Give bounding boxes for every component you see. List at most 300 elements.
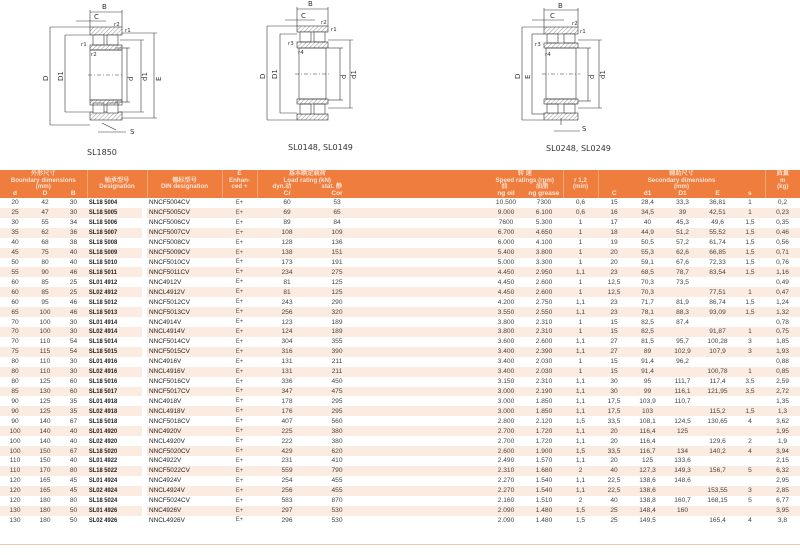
label-C: C (550, 12, 555, 20)
cell-D1: 133,6 (665, 456, 700, 466)
cell-s: 1 (735, 367, 765, 377)
cell-B: 40 (60, 258, 87, 268)
cell-B: 46 (60, 267, 87, 277)
cell-Cor: 189 (317, 327, 357, 337)
table-row (0, 446, 800, 456)
cell-enhanced: E+ (222, 396, 257, 406)
cell-d1: 148,4 (630, 506, 665, 516)
cell-B: 54 (60, 337, 87, 347)
cell-B: 80 (60, 466, 87, 476)
cell-D1: 87,4 (665, 317, 700, 327)
cell-mass: 0,35 (765, 218, 800, 228)
cell-Cor: 290 (317, 297, 357, 307)
cell-ng-grease: 4.650 (525, 228, 563, 238)
cell-C: 40 (598, 496, 630, 506)
cell-d: 100 (0, 426, 30, 436)
cell-din-designation: NNCL4914V (147, 327, 222, 337)
cell-d1: 70,3 (630, 277, 665, 287)
label-E: E (524, 74, 532, 79)
cell-B: 30 (60, 198, 87, 208)
cell-enhanced: E+ (222, 496, 257, 506)
cell-ng-grease: 1.540 (525, 486, 563, 496)
cell-designation: SL01 4926 (87, 506, 142, 516)
cell-E: 83,54 (700, 267, 735, 277)
header-boundary-dimensions: 外形尺寸 Boundary dimensions (mm) (0, 170, 87, 191)
cell-s: 3 (735, 347, 765, 357)
table-row (0, 436, 800, 446)
cell-D: 115 (30, 347, 60, 357)
cell-Cor: 355 (317, 337, 357, 347)
cell-E: 66,85 (700, 248, 735, 258)
cell-enhanced: E+ (222, 297, 257, 307)
cell-designation: SL01 4914 (87, 317, 142, 327)
cell-enhanced: E+ (222, 327, 257, 337)
cell-d1: 103,9 (630, 396, 665, 406)
label-d: d (340, 74, 348, 79)
cell-r12: 1 (563, 218, 598, 228)
cell-ng-grease: 7300 (525, 198, 563, 208)
cell-mass: 0,49 (765, 277, 800, 287)
cell-ng-oil: 3.000 (487, 396, 525, 406)
cell-d1: 116,7 (630, 446, 665, 456)
cell-E (700, 357, 735, 367)
cell-d1: 28,4 (630, 198, 665, 208)
cell-E: 168,15 (700, 496, 735, 506)
cell-d1: 149,5 (630, 516, 665, 526)
cell-D1: 96,2 (665, 357, 700, 367)
cell-E: 61,74 (700, 238, 735, 248)
table-row (0, 357, 800, 367)
cell-mass: 0,56 (765, 238, 800, 248)
cell-designation: SL02 4914 (87, 327, 142, 337)
cell-din-designation: NNCL4918V (147, 406, 222, 416)
cell-ng-grease: 1.720 (525, 436, 563, 446)
cell-D1: 33,3 (665, 198, 700, 208)
cell-din-designation: NNCF5016CV (147, 377, 222, 387)
cell-E: 153,55 (700, 486, 735, 496)
cell-d1: 103 (630, 406, 665, 416)
table-row (0, 476, 800, 486)
cell-designation: SL18 5016 (87, 377, 142, 387)
cell-d1: 71,7 (630, 297, 665, 307)
cell-r12: 1,1 (563, 337, 598, 347)
cell-r12: 1,5 (563, 416, 598, 426)
label-d: d (588, 74, 596, 79)
cell-mass: 1,16 (765, 267, 800, 277)
cell-r12: 1,1 (563, 307, 598, 317)
cell-C: 17,5 (598, 396, 630, 406)
diagram-sl0148-sl0149 (255, 0, 395, 165)
cell-ng-grease: 1.540 (525, 476, 563, 486)
cell-d: 130 (0, 506, 30, 516)
cell-designation: SL18 5020 (87, 446, 142, 456)
diagram-caption: SL0148, SL0149 (288, 143, 353, 152)
cell-B: 30 (60, 367, 87, 377)
cell-B: 30 (60, 357, 87, 367)
cell-ng-oil: 2.700 (487, 436, 525, 446)
cell-D1 (665, 436, 700, 446)
header-D: D (30, 191, 60, 199)
cell-E (700, 317, 735, 327)
cell-Cr: 297 (257, 506, 317, 516)
cell-E (700, 506, 735, 516)
cell-r12: 1 (563, 248, 598, 258)
cell-r12: 1 (563, 287, 598, 297)
cell-Cor: 275 (317, 267, 357, 277)
cell-Cor: 455 (317, 486, 357, 496)
cell-Cr: 123 (257, 317, 317, 327)
cell-din-designation: NNCF5009CV (147, 248, 222, 258)
cell-ng-oil: 3.800 (487, 317, 525, 327)
cell-Cr: 296 (257, 516, 317, 526)
cell-din-designation: NNCF5024CV (147, 496, 222, 506)
label-D: D (259, 73, 267, 79)
cell-ng-grease: 1.680 (525, 466, 563, 476)
label-r4: r4 (545, 52, 551, 58)
cell-C: 23 (598, 267, 630, 277)
cell-D1: 57,2 (665, 238, 700, 248)
cell-D1 (665, 486, 700, 496)
cell-r12: 1,1 (563, 347, 598, 357)
cell-D: 42 (30, 198, 60, 208)
cell-D: 100 (30, 317, 60, 327)
cell-d1: 78,1 (630, 307, 665, 317)
label-E: E (155, 76, 163, 81)
cell-ng-oil: 6.000 (487, 238, 525, 248)
label-B: B (308, 0, 313, 8)
cell-E: 117,4 (700, 377, 735, 387)
cell-enhanced: E+ (222, 218, 257, 228)
cell-mass: 0,76 (765, 258, 800, 268)
cell-din-designation: NNC4926V (147, 506, 222, 516)
cell-ng-grease: 1.900 (525, 446, 563, 456)
cell-mass: 2,85 (765, 486, 800, 496)
cell-D: 170 (30, 466, 60, 476)
cell-B: 35 (60, 406, 87, 416)
cell-enhanced: E+ (222, 406, 257, 416)
label-r2: r2 (572, 21, 578, 27)
table-row (0, 426, 800, 436)
cell-ng-oil: 7600 (487, 218, 525, 228)
cell-ng-oil: 2.090 (487, 516, 525, 526)
cell-r12: 1,5 (563, 506, 598, 516)
cell-B: 30 (60, 208, 87, 218)
cell-enhanced: E+ (222, 238, 257, 248)
cell-r12: 1 (563, 258, 598, 268)
label-d: d (127, 76, 135, 81)
cell-d1: 108,1 (630, 416, 665, 426)
cell-E: 91,87 (700, 327, 735, 337)
cell-C: 15 (598, 367, 630, 377)
cell-C: 20 (598, 426, 630, 436)
cell-s: 2 (735, 436, 765, 446)
cell-D1: 149,3 (665, 466, 700, 476)
label-B: B (558, 2, 563, 10)
cell-C: 30 (598, 387, 630, 397)
cell-C: 15 (598, 198, 630, 208)
cell-D1: 148,6 (665, 476, 700, 486)
cell-ng-grease: 1.480 (525, 506, 563, 516)
cell-E: 77,51 (700, 287, 735, 297)
bearing-cross-section-sl1850 (40, 0, 180, 165)
cell-enhanced: E+ (222, 426, 257, 436)
bearing-spec-table (0, 170, 800, 525)
cell-d1: 99 (630, 387, 665, 397)
cell-d: 55 (0, 267, 30, 277)
cell-spacer (357, 506, 487, 516)
cell-mass: 2,72 (765, 387, 800, 397)
cell-designation: SL18 5013 (87, 307, 142, 317)
cell-s (735, 277, 765, 287)
cell-D: 80 (30, 258, 60, 268)
cell-r12: 1 (563, 238, 598, 248)
cell-spacer (357, 456, 487, 466)
label-r1: r1 (125, 28, 131, 34)
cell-Cor: 109 (317, 228, 357, 238)
cell-Cr: 222 (257, 436, 317, 446)
cell-B: 25 (60, 287, 87, 297)
cell-enhanced: E+ (222, 248, 257, 258)
cell-d: 70 (0, 337, 30, 347)
cell-s: 1 (735, 287, 765, 297)
cell-Cr: 173 (257, 258, 317, 268)
cell-Cor: 295 (317, 406, 357, 416)
cell-din-designation: NNCF5010CV (147, 258, 222, 268)
cell-C: 17 (598, 218, 630, 228)
cell-r12: 1,1 (563, 297, 598, 307)
bearing-cross-section-sl0248 (510, 0, 650, 165)
cell-s: 1 (735, 208, 765, 218)
cell-Cor: 475 (317, 387, 357, 397)
cell-ng-grease: 3.800 (525, 248, 563, 258)
cell-d1: 91,4 (630, 367, 665, 377)
cell-spacer (357, 357, 487, 367)
cell-spacer (357, 218, 487, 228)
cell-D1: 62,6 (665, 248, 700, 258)
bearing-cross-section-sl0148 (255, 0, 395, 165)
header-enhanced: E Enhan- ced + (222, 170, 257, 191)
cell-Cr: 60 (257, 198, 317, 208)
cell-Cor: 320 (317, 307, 357, 317)
cell-enhanced: E+ (222, 506, 257, 516)
cell-enhanced: E+ (222, 377, 257, 387)
cell-d1: 138,8 (630, 496, 665, 506)
cell-mass: 0,78 (765, 317, 800, 327)
cell-spacer (357, 426, 487, 436)
cell-s (735, 357, 765, 367)
table-row (0, 396, 800, 406)
table-row (0, 496, 800, 506)
cell-Cr: 231 (257, 456, 317, 466)
cell-designation: SL02 4916 (87, 367, 142, 377)
cell-B: 30 (60, 317, 87, 327)
cell-B: 46 (60, 307, 87, 317)
cell-designation: SL18 5004 (87, 198, 142, 208)
cell-r12: 2 (563, 466, 598, 476)
header-C: C (598, 191, 630, 199)
cell-ng-grease: 2.030 (525, 357, 563, 367)
cell-s: 1,5 (735, 218, 765, 228)
cell-designation: SL02 4920 (87, 436, 142, 446)
cell-din-designation: NNCL4912V (147, 287, 222, 297)
cell-B: 34 (60, 218, 87, 228)
cell-C: 12,5 (598, 277, 630, 287)
cell-D1: 125 (665, 426, 700, 436)
cell-spacer (357, 436, 487, 446)
cell-spacer (357, 377, 487, 387)
cell-spacer (357, 416, 487, 426)
table-row (0, 277, 800, 287)
cell-Cr: 429 (257, 446, 317, 456)
header-secondary-dimensions: 辅助尺寸 Secondary dimensions (mm) (598, 170, 765, 191)
cell-E: 42,51 (700, 208, 735, 218)
label-C: C (301, 12, 306, 20)
cell-E: 130,65 (700, 416, 735, 426)
cell-s: 1,5 (735, 406, 765, 416)
cell-mass: 3,62 (765, 416, 800, 426)
cell-r12: 1 (563, 357, 598, 367)
header-B: B (60, 191, 87, 199)
cell-E: 107,9 (700, 347, 735, 357)
label-r4: r4 (298, 50, 304, 56)
label-d1: d1 (141, 72, 149, 81)
cell-ng-oil: 2.270 (487, 476, 525, 486)
cell-designation: SL18 5017 (87, 387, 142, 397)
cell-din-designation: NNCF5007CV (147, 228, 222, 238)
cell-mass: 0,47 (765, 287, 800, 297)
cell-Cr: 176 (257, 406, 317, 416)
table-row (0, 387, 800, 397)
cell-D1: 134 (665, 446, 700, 456)
cell-C: 33,5 (598, 416, 630, 426)
cell-din-designation: NNCF5018CV (147, 416, 222, 426)
cell-d1: 55,3 (630, 248, 665, 258)
cell-din-designation: NNC4922V (147, 456, 222, 466)
cell-d1: 125 (630, 456, 665, 466)
cell-d1: 116,4 (630, 426, 665, 436)
cell-spacer (357, 406, 487, 416)
table-row (0, 248, 800, 258)
cell-D: 180 (30, 516, 60, 526)
cell-r12: 1 (563, 228, 598, 238)
cell-D: 100 (30, 307, 60, 317)
cell-spacer (357, 327, 487, 337)
cell-enhanced: E+ (222, 198, 257, 208)
cell-s (735, 476, 765, 486)
cell-d1: 68,5 (630, 267, 665, 277)
cell-E: 86,74 (700, 297, 735, 307)
cell-ng-grease: 2.950 (525, 267, 563, 277)
cell-Cor: 870 (317, 496, 357, 506)
cell-r12: 1,1 (563, 406, 598, 416)
cell-designation: SL18 5005 (87, 208, 142, 218)
table-row (0, 297, 800, 307)
cell-r12: 1,1 (563, 436, 598, 446)
cell-mass: 1,35 (765, 396, 800, 406)
cell-D1: 160 (665, 506, 700, 516)
cell-s (735, 317, 765, 327)
cell-d: 60 (0, 287, 30, 297)
cell-D1 (665, 516, 700, 526)
cell-mass: 0,2 (765, 198, 800, 208)
cell-din-designation: NNCF5017CV (147, 387, 222, 397)
cell-ng-grease: 2.600 (525, 277, 563, 287)
cell-s (735, 396, 765, 406)
cell-d: 80 (0, 377, 30, 387)
cell-E: 55,52 (700, 228, 735, 238)
label-S: S (582, 125, 587, 133)
cell-E (700, 456, 735, 466)
header-ng-oil: ng oil (487, 191, 525, 199)
cell-B: 67 (60, 446, 87, 456)
cell-r12: 1,1 (563, 426, 598, 436)
cell-Cor: 380 (317, 436, 357, 446)
cell-s: 1,5 (735, 267, 765, 277)
cell-d: 65 (0, 307, 30, 317)
cell-enhanced: E+ (222, 277, 257, 287)
cell-d: 20 (0, 198, 30, 208)
cell-enhanced: E+ (222, 387, 257, 397)
cell-ng-oil: 3.400 (487, 347, 525, 357)
cell-Cr: 138 (257, 248, 317, 258)
table-row (0, 347, 800, 357)
cell-din-designation: NNC4924V (147, 476, 222, 486)
cell-C: 18 (598, 228, 630, 238)
cell-Cr: 81 (257, 287, 317, 297)
cell-C: 22,5 (598, 486, 630, 496)
cell-s: 3 (735, 337, 765, 347)
cell-designation: SL18 5008 (87, 238, 142, 248)
table-row (0, 317, 800, 327)
header-d1: d1 (630, 191, 665, 199)
cell-Cor: 84 (317, 218, 357, 228)
cell-enhanced: E+ (222, 267, 257, 277)
cell-spacer (357, 238, 487, 248)
cell-mass: 1,85 (765, 337, 800, 347)
cell-E: 115,2 (700, 406, 735, 416)
cell-din-designation: NNC4918V (147, 396, 222, 406)
cell-d: 50 (0, 258, 30, 268)
cell-spacer (357, 317, 487, 327)
cell-d: 70 (0, 327, 30, 337)
table-row (0, 198, 800, 208)
cell-D1: 111,7 (665, 377, 700, 387)
table-row (0, 267, 800, 277)
cell-Cor: 390 (317, 347, 357, 357)
cell-d1: 138,6 (630, 486, 665, 496)
cell-D1: 110,7 (665, 396, 700, 406)
cell-ng-oil: 2.700 (487, 426, 525, 436)
cell-E: 93,09 (700, 307, 735, 317)
header-s: s (735, 191, 765, 199)
cell-r12: 0,6 (563, 208, 598, 218)
cell-Cor: 211 (317, 367, 357, 377)
cell-spacer (357, 396, 487, 406)
cell-designation: SL01 4912 (87, 277, 142, 287)
label-r3: r3 (535, 42, 541, 48)
cell-enhanced: E+ (222, 287, 257, 297)
table-row (0, 456, 800, 466)
cell-Cr: 234 (257, 267, 317, 277)
cell-D: 180 (30, 506, 60, 516)
cell-D1: 78,7 (665, 267, 700, 277)
cell-Cr: 243 (257, 297, 317, 307)
cell-enhanced: E+ (222, 337, 257, 347)
cell-Cor: 125 (317, 287, 357, 297)
cell-d: 110 (0, 456, 30, 466)
cell-mass: 3,8 (765, 516, 800, 526)
cell-designation: SL01 4924 (87, 476, 142, 486)
